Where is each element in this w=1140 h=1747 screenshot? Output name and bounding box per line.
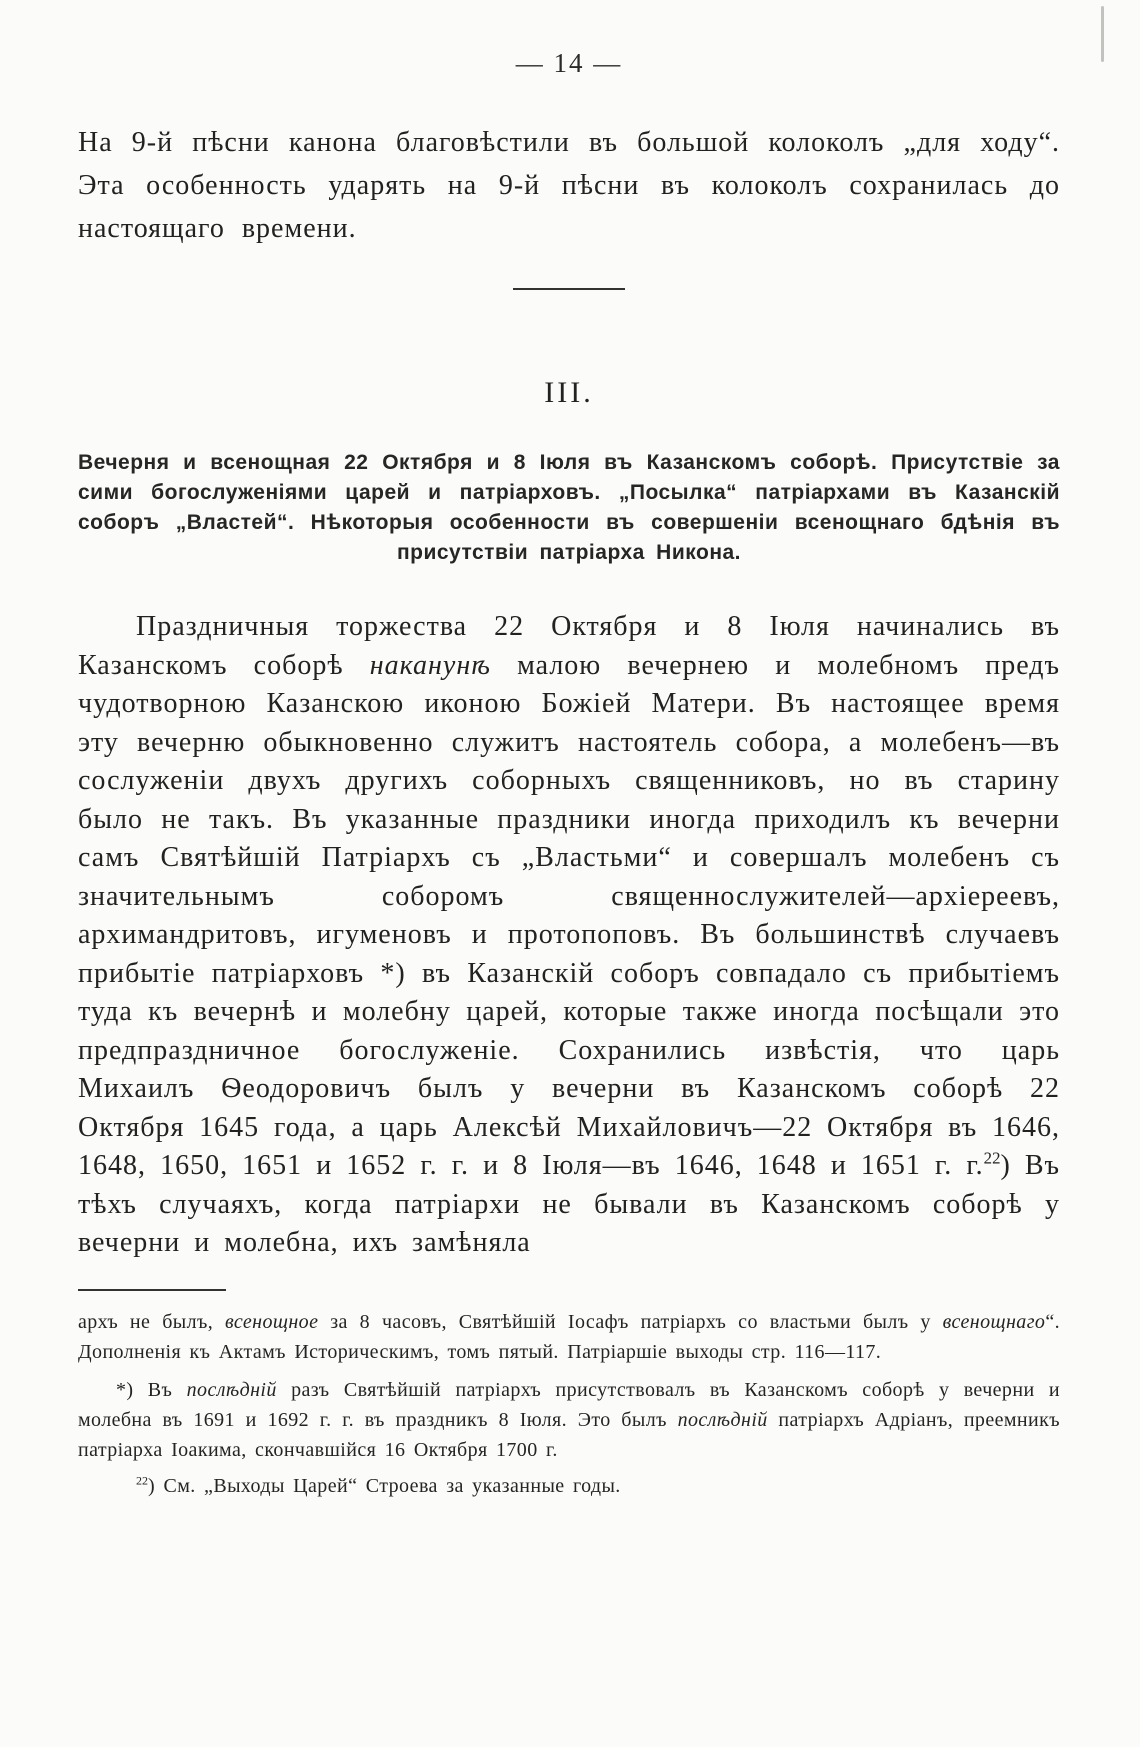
page-number: — 14 —	[515, 48, 623, 78]
footnote-star-text-2: разъ Святѣйшій патріархъ присутствовалъ въ Казанскомъ соборѣ у вечерни и молебна въ 1691 и 1692 г. г. въ праздникъ 8 Іюля. Это былъ	[78, 1378, 1060, 1431]
footnote-continued	[78, 1307, 1060, 1367]
footnote-star-text-3: патріархъ Адріанъ, преемникъ патріарха Іоакима, скончавшійся 16 Октября 1700 г.	[78, 1408, 1060, 1461]
body-text-1: Праздничныя торжества 22 Октября и 8 Іюля начинались въ Казанскомъ соборѣ	[78, 611, 1060, 681]
footnote-star-text-1: Въ	[133, 1378, 187, 1401]
footnote-continued-italic-2: всенощнаго	[942, 1310, 1046, 1333]
body-text-3: въ Казанскій соборъ совпадало съ прибытіемъ туда къ вечернѣ и молебну царей, которые также иногда посѣщали это предпраздничное богослуженіе. Сохранились извѣстія, что царь Михаилъ Ѳеодоровичъ былъ у вечерни въ Казанскомъ соборѣ 22 Октября 1645 года, а царь Алексѣй Михайловичъ—22 Октября въ 1646, 1648, 1650, 1651 и 1652 г. г. и 8 Іюля—въ 1646, 1648 и 1651 г. г.	[78, 957, 1060, 1181]
footnote-star-marker: *)	[116, 1378, 134, 1401]
body-text-2: малою вечернею и молебномъ предъ чудотворною Казанскою иконою Божіей Матери. Въ настоящее время эту вечерню обыкновенно служитъ настоятель собора, а молебенъ—въ сослуженіи двухъ другихъ соборныхъ священниковъ, но въ старину было не такъ. Въ указанные праздники иногда приходилъ къ вечерни самъ Святѣйшій Патріархъ съ „Властьми“ и совершалъ молебенъ съ значительнымъ соборомъ священнослужителей—архіереевъ, архимандритовъ, игуменовъ и протопоповъ. Въ большинствѣ случаевъ прибытіе патріарховъ	[78, 649, 1061, 989]
section-heading: III.	[544, 376, 594, 409]
scan-artifact	[1101, 6, 1104, 62]
body-paragraph	[78, 608, 1060, 1263]
section-separator-rule	[513, 288, 625, 290]
footnote-22-text: ) См. „Выходы Царей“ Строева за указанные годы.	[148, 1474, 621, 1497]
footnote-22-ref: 22	[983, 1148, 1001, 1168]
footnote-star-ref: *)	[380, 957, 406, 989]
footnote-star-italic-1: послѣдній	[186, 1378, 277, 1401]
footnote-continued-text-1: архъ не былъ,	[78, 1310, 226, 1333]
footnote-separator-rule	[78, 1289, 226, 1291]
footnote-22	[78, 1471, 1060, 1501]
footnote-continued-text-3: “. Дополненія къ Актамъ Историческимъ, томъ пятый. Патріаршіе выходы стр. 116—117.	[78, 1310, 1060, 1363]
footnote-continued-italic-1: всенощное	[225, 1310, 319, 1333]
footnote-continued-text-2: за 8 часовъ, Святѣйшій Іосафъ патріархъ со властьми былъ у	[318, 1310, 943, 1333]
body-text-4: ) Въ тѣхъ случаяхъ, когда патріархи не бывали въ Казанскомъ соборѣ у вечерни и молебна, ихъ замѣняла	[78, 1150, 1060, 1258]
footnote-22-marker: 22	[136, 1472, 148, 1487]
footnote-star-italic-2: послѣдній	[677, 1408, 768, 1431]
footnotes-block	[78, 1307, 1060, 1501]
footnote-star	[78, 1375, 1060, 1465]
intro-paragraph: На 9-й пѣсни канона благовѣстили въ большой колоколъ „для ходу“. Эта особенность ударять на 9-й пѣсни въ колоколъ сохранилась до настоящаго времени.	[78, 127, 1060, 244]
section-summary: Вечерня и всенощная 22 Октября и 8 Іюля въ Казанскомъ соборѣ. Присутствіе за сими богослуженіями царей и патріарховъ. „Посылка“ патріархами въ Казанскій соборъ „Властей“. Нѣкоторыя особенности въ совершеніи всенощнаго бдѣнія въ присутствіи патріарха Никона.	[78, 451, 1060, 564]
body-text-italic: наканунѣ	[369, 649, 491, 681]
